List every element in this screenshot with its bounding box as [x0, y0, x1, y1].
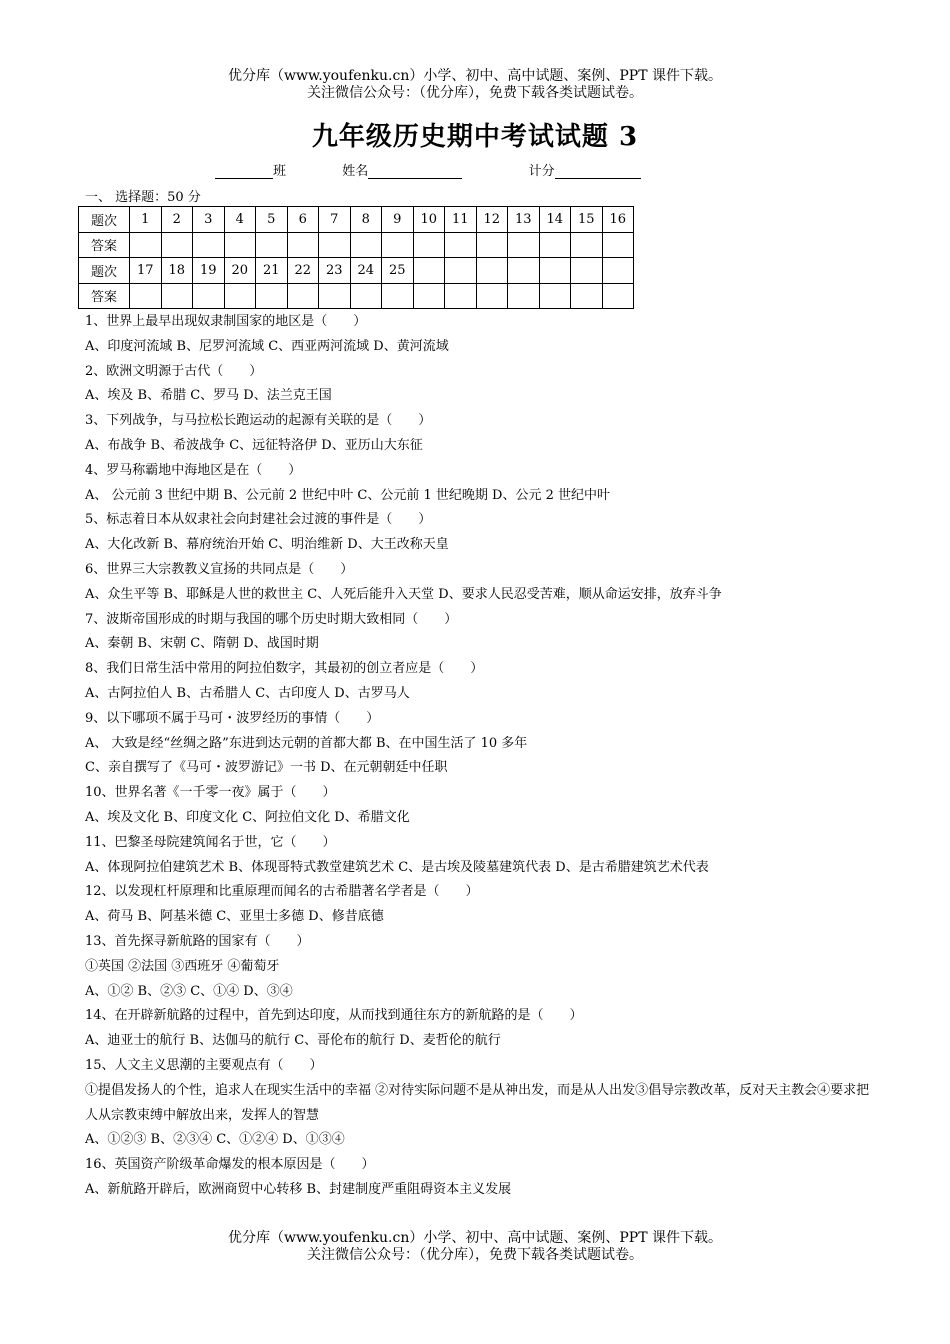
question-number-cell [508, 258, 540, 284]
question-stem: 5、标志着日本从奴隶社会向封建社会过渡的事件是（ ） [85, 512, 432, 528]
question-number-cell: 22 [287, 258, 319, 284]
question-stem: 8、我们日常生活中常用的阿拉伯数字，其最初的创立者应是（ ） [85, 661, 484, 677]
question-number-cell: 20 [224, 258, 256, 284]
answer-cell[interactable] [224, 283, 256, 309]
score-label: 计分 [528, 164, 555, 179]
question-number-cell: 1 [130, 207, 162, 233]
question-number-cell: 12 [476, 207, 508, 233]
answer-options: A、①②③ B、②③④ C、①②④ D、①③④ [85, 1132, 345, 1148]
site-header [0, 68, 950, 102]
header-line-1: 优分库（www.youfenku.cn）小学、初中、高中试题、案例、PPT 课件下载。 [227, 68, 722, 84]
footer-line-1: 优分库（www.youfenku.cn）小学、初中、高中试题、案例、PPT 课件下载。 [227, 1230, 722, 1246]
answer-cell[interactable] [350, 232, 382, 258]
question-stem: 15、人文主义思潮的主要观点有（ ） [85, 1057, 323, 1073]
section-heading: 一、 选择题：50 分 [85, 190, 201, 205]
answer-cell[interactable] [508, 232, 540, 258]
answer-options: A、荷马 B、阿基米德 C、亚里士多德 D、修昔底德 [85, 909, 384, 925]
answer-cell[interactable] [287, 283, 319, 309]
question-number-cell: 2 [161, 207, 193, 233]
answer-cell[interactable] [319, 232, 351, 258]
exam-title: 九年级历史期中考试试题 3 [311, 122, 639, 152]
answer-cell[interactable] [445, 283, 477, 309]
row-label: 题次 [79, 258, 130, 284]
answer-cell[interactable] [161, 232, 193, 258]
table-row [79, 258, 634, 284]
row-label: 答案 [79, 232, 130, 258]
question-number-cell [539, 258, 571, 284]
class-blank [215, 164, 273, 179]
question-stem: 9、以下哪项不属于马可・波罗经历的事情（ ） [85, 710, 380, 726]
question-number-cell: 23 [319, 258, 351, 284]
question-number-cell: 5 [256, 207, 288, 233]
answer-options: A、①② B、②③ C、①④ D、③④ [85, 983, 293, 999]
answer-cell[interactable] [539, 232, 571, 258]
question-stem: 10、世界名著《一千零一夜》属于（ ） [85, 785, 336, 801]
name-blank [368, 164, 462, 179]
answer-cell[interactable] [161, 283, 193, 309]
question-stem: 11、巴黎圣母院建筑闻名于世，它（ ） [85, 834, 336, 850]
table-row [79, 283, 634, 309]
question-stem: 13、首先探寻新航路的国家有（ ） [85, 933, 310, 949]
answer-cell[interactable] [413, 283, 445, 309]
name-label: 姓名 [342, 164, 369, 179]
header-line-2: 关注微信公众号：（优分库），免费下载各类试题试卷。 [307, 85, 643, 101]
answer-cell[interactable] [287, 232, 319, 258]
question-number-cell: 19 [193, 258, 225, 284]
question-stem: 3、下列战争，与马拉松长跑运动的起源有关联的是（ ） [85, 413, 432, 429]
question-number-cell: 17 [130, 258, 162, 284]
question-number-cell [571, 258, 603, 284]
answer-options: A、古阿拉伯人 B、古希腊人 C、古印度人 D、古罗马人 [85, 685, 410, 701]
question-stem: 16、英国资产阶级革命爆发的根本原因是（ ） [85, 1157, 375, 1173]
question-number-cell: 11 [445, 207, 477, 233]
answer-options: ①英国 ②法国 ③西班牙 ④葡萄牙 [85, 958, 280, 974]
answer-options: A、大化改新 B、幕府统治开始 C、明治维新 D、大王改称天皇 [85, 537, 449, 553]
question-number-cell: 9 [382, 207, 414, 233]
question-list [85, 310, 875, 1203]
question-number-cell [445, 258, 477, 284]
answer-cell[interactable] [193, 232, 225, 258]
question-number-cell: 10 [413, 207, 445, 233]
answer-cell[interactable] [130, 232, 162, 258]
answer-table [78, 206, 634, 309]
row-label: 答案 [79, 283, 130, 309]
question-number-cell: 8 [350, 207, 382, 233]
answer-options: A、埃及 B、希腊 C、罗马 D、法兰克王国 [85, 388, 332, 404]
row-label: 题次 [79, 207, 130, 233]
question-stem: 14、在开辟新航路的过程中，首先到达印度，从而找到通往东方的新航路的是（ ） [85, 1008, 583, 1024]
answer-cell[interactable] [539, 283, 571, 309]
question-number-cell: 4 [224, 207, 256, 233]
question-stem: 12、以发现杠杆原理和比重原理而闻名的古希腊著名学者是（ ） [85, 884, 479, 900]
answer-cell[interactable] [256, 283, 288, 309]
answer-options: A、新航路开辟后，欧洲商贸中心转移 B、封建制度严重阻碍资本主义发展 [85, 1181, 512, 1197]
answer-cell[interactable] [571, 283, 603, 309]
answer-cell[interactable] [508, 283, 540, 309]
answer-cell[interactable] [476, 232, 508, 258]
question-number-cell: 14 [539, 207, 571, 233]
answer-options: A、印度河流域 B、尼罗河流域 C、西亚两河流域 D、黄河流域 [85, 338, 449, 354]
answer-options: A、埃及文化 B、印度文化 C、阿拉伯文化 D、希腊文化 [85, 809, 410, 825]
answer-options: A、秦朝 B、宋朝 C、隋朝 D、战国时期 [85, 636, 319, 652]
answer-options: ①提倡发扬人的个性，追求人在现实生活中的幸福 ②对待实际问题不是从神出发，而是从人出发③倡导宗教改革，反对天主教会④要求把人从宗教束缚中解放出来，发挥人的智慧 [85, 1082, 870, 1123]
answer-options: A、布战争 B、希波战争 C、远征特洛伊 D、亚历山大东征 [85, 437, 423, 453]
question-stem: 6、世界三大宗教教义宣扬的共同点是（ ） [85, 561, 354, 577]
answer-cell[interactable] [193, 283, 225, 309]
score-blank [555, 164, 641, 179]
class-label: 班 [273, 164, 287, 179]
answer-options: A、 大致是经“丝绸之路”东进到达元朝的首都大都 B、在中国生活了 10 多年 [85, 735, 528, 751]
answer-cell[interactable] [382, 232, 414, 258]
answer-cell[interactable] [476, 283, 508, 309]
answer-options: A、体现阿拉伯建筑艺术 B、体现哥特式教堂建筑艺术 C、是古埃及陵墓建筑代表 D、是古希腊建筑艺术代表 [85, 859, 709, 875]
question-number-cell: 16 [602, 207, 634, 233]
question-number-cell: 18 [161, 258, 193, 284]
question-number-cell: 15 [571, 207, 603, 233]
answer-options: A、众生平等 B、耶稣是人世的救世主 C、人死后能升入天堂 D、要求人民忍受苦难，顺从命运安排，放弃斗争 [85, 586, 722, 602]
question-number-cell: 6 [287, 207, 319, 233]
question-number-cell: 13 [508, 207, 540, 233]
question-stem: 7、波斯帝国形成的时期与我国的哪个历史时期大致相同（ ） [85, 611, 458, 627]
answer-options: A、 公元前 3 世纪中期 B、公元前 2 世纪中叶 C、公元前 1 世纪晚期 D、公元 2 世纪中叶 [85, 487, 610, 503]
student-info-line [215, 160, 641, 179]
question-number-cell: 21 [256, 258, 288, 284]
question-number-cell: 3 [193, 207, 225, 233]
answer-cell[interactable] [224, 232, 256, 258]
answer-cell[interactable] [571, 232, 603, 258]
table-row [79, 207, 634, 233]
footer-line-2: 关注微信公众号：（优分库），免费下载各类试题试卷。 [307, 1247, 643, 1263]
answer-options: C、亲自撰写了《马可・波罗游记》一书 D、在元朝朝廷中任职 [85, 760, 448, 776]
question-number-cell [602, 258, 634, 284]
question-stem: 1、世界上最早出现奴隶制国家的地区是（ ） [85, 314, 367, 329]
answer-cell[interactable] [602, 232, 634, 258]
question-stem: 2、欧洲文明源于古代（ ） [85, 363, 263, 379]
answer-cell[interactable] [382, 283, 414, 309]
answer-cell[interactable] [256, 232, 288, 258]
answer-cell[interactable] [413, 232, 445, 258]
answer-cell[interactable] [445, 232, 477, 258]
question-number-cell [476, 258, 508, 284]
answer-cell[interactable] [602, 283, 634, 309]
site-footer [0, 1230, 950, 1264]
answer-options: A、迪亚士的航行 B、达伽马的航行 C、哥伦布的航行 D、麦哲伦的航行 [85, 1033, 501, 1049]
question-number-cell: 25 [382, 258, 414, 284]
answer-cell[interactable] [130, 283, 162, 309]
table-row [79, 232, 634, 258]
answer-cell[interactable] [319, 283, 351, 309]
answer-cell[interactable] [350, 283, 382, 309]
question-number-cell: 24 [350, 258, 382, 284]
question-number-cell [413, 258, 445, 284]
question-number-cell: 7 [319, 207, 351, 233]
question-stem: 4、罗马称霸地中海地区是在（ ） [85, 462, 302, 478]
